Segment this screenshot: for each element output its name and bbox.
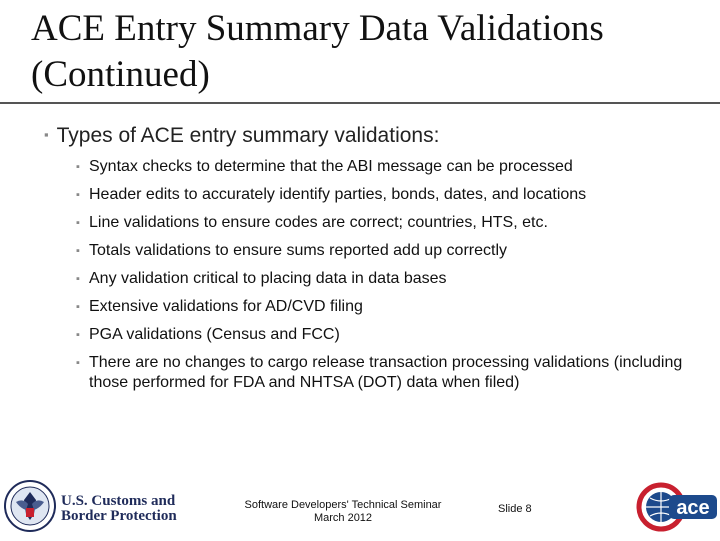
ace-wordmark: ace [676,497,710,519]
footer-line-1: Software Developers' Technical Seminar [244,499,442,511]
bullet-square-icon: ▪ [44,127,49,142]
sub-bullet-item: ▪ Any validation critical to placing data in data bases [77,269,697,289]
sub-bullet-item: ▪ Totals validations to ensure sums reported add up correctly [77,241,697,261]
sub-bullet-item: ▪ Extensive validations for AD/CVD filing [77,297,697,317]
main-bullet [44,124,439,148]
cbp-wordmark [61,494,177,524]
sub-bullet-item: ▪ Line validations to ensure codes are correct; countries, HTS, etc. [77,213,697,233]
footer-seminar [238,499,448,525]
sub-bullet-item: ▪ PGA validations (Census and FCC) [77,325,697,345]
slide-number: Slide 8 [498,503,532,515]
title-line-1: ACE Entry Summary Data Validations [31,8,604,49]
cbp-line-1: U.S. Customs and [61,493,176,509]
sub-bullet-item: ▪ Header edits to accurately identify parties, bonds, dates, and locations [77,185,697,205]
dhs-seal-icon [3,480,59,536]
title-divider [0,102,720,104]
main-bullet-text: Types of ACE entry summary validations: [56,124,440,147]
title-line-2: (Continued) [31,54,210,95]
sub-bullet-list [77,157,697,401]
cbp-line-2: Border Protection [61,508,177,524]
slide-title [31,6,711,98]
ace-logo [636,482,718,532]
sub-bullet-item: ▪ There are no changes to cargo release transaction processing validations (including those performed for FDA and NHTSA (DOT) data when filed) [77,353,697,393]
sub-bullet-item: ▪ Syntax checks to determine that the ABI message can be processed [77,157,697,177]
footer-line-2: March 2012 [313,512,373,524]
